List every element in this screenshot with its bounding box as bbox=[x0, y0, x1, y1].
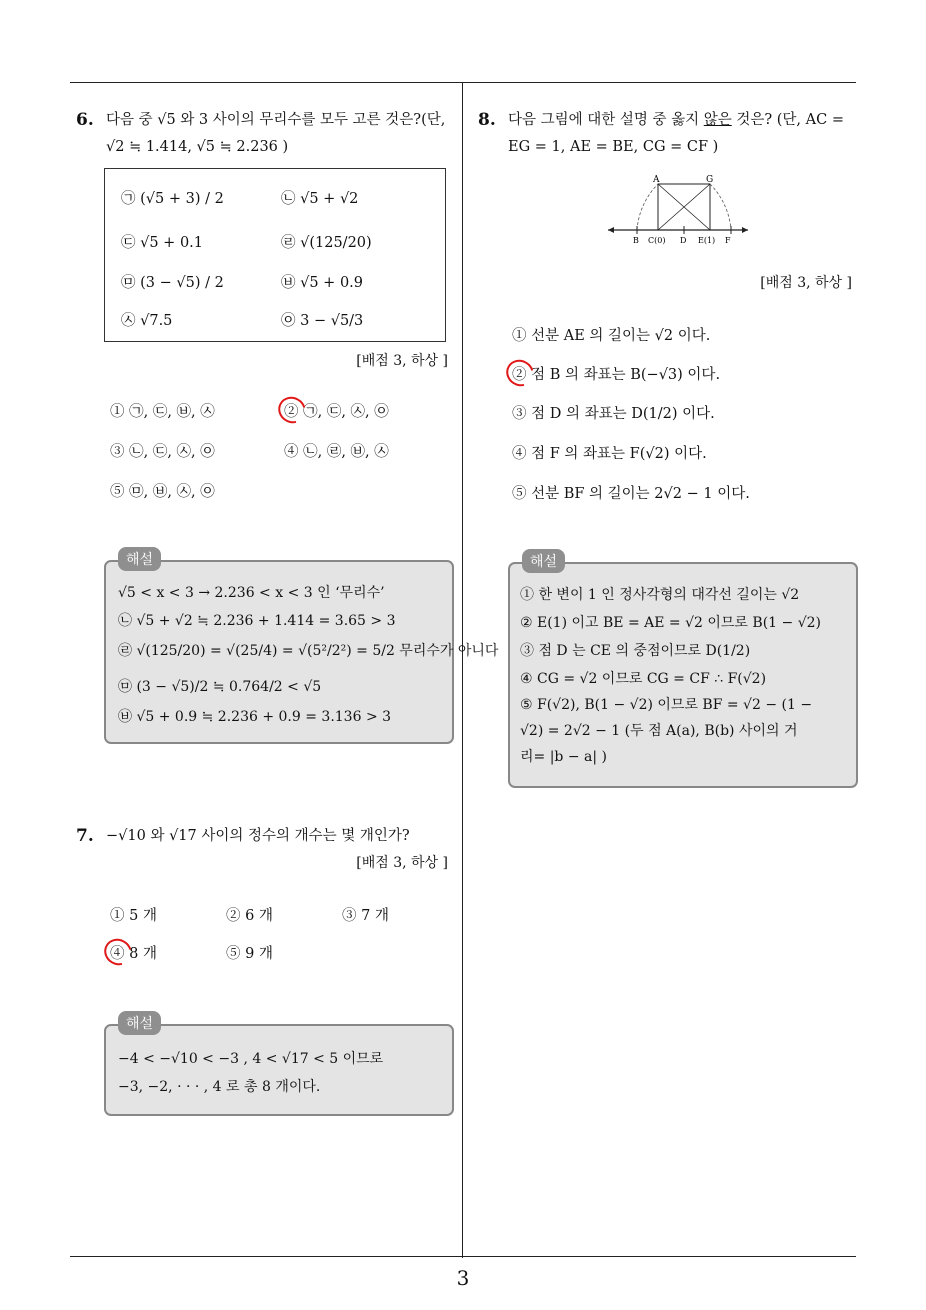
q7-exp-line: −3, −2, · · · , 4 로 총 8 개이다. bbox=[118, 1079, 321, 1095]
q7-number: 7. bbox=[76, 826, 94, 846]
q6-choice-5[interactable]: ⑤ ㉤, ㉥, ㉦, ㉧ bbox=[110, 484, 215, 500]
q7-text: −√10 와 √17 사이의 정수의 개수는 몇 개인가? bbox=[106, 828, 410, 844]
q8-exp-line: ② E(1) 이고 BE = AE = √2 이므로 B(1 − √2) bbox=[520, 615, 821, 631]
q6-explanation-tag: 해설 bbox=[118, 547, 161, 571]
label-f: F bbox=[725, 236, 731, 245]
q8-exp-line: √2) = 2√2 − 1 (두 점 A(a), B(b) 사이의 거 bbox=[520, 723, 798, 739]
q6-item-box bbox=[104, 168, 446, 342]
answer-mark-icon bbox=[99, 934, 136, 971]
q6-meta: [배점 3, 하상 ] bbox=[356, 353, 448, 369]
q8-text-1u: 않은 bbox=[703, 112, 732, 128]
q7-choice-4[interactable]: ④ 8 개 bbox=[110, 946, 157, 962]
q7-choice-3[interactable]: ③ 7 개 bbox=[342, 908, 389, 924]
q6-item: ㉢ √5 + 0.1 bbox=[121, 235, 204, 251]
q6-item: ㉡ √5 + √2 bbox=[281, 191, 359, 207]
answer-mark-icon bbox=[273, 392, 310, 429]
q6-exp-line: ㉣ √(125/20) = √(25/4) = √(5²/2²) = 5/2 무리수가 아니다 bbox=[118, 643, 499, 659]
label-e: E(1) bbox=[698, 236, 716, 245]
q6-item: ㉠ (√5 + 3) / 2 bbox=[121, 191, 224, 207]
q6-choice-3[interactable]: ③ ㉡, ㉢, ㉦, ㉧ bbox=[110, 444, 215, 460]
q8-text-line1 bbox=[508, 106, 844, 134]
q8-figure bbox=[600, 170, 760, 250]
q6-text-line2: √2 ≒ 1.414, √5 ≒ 2.236 ) bbox=[106, 139, 289, 155]
q8-text-line2: EG = 1, AE = BE, CG = CF ) bbox=[508, 139, 719, 155]
q8-text-1a: 다음 그림에 대한 설명 중 옳지 bbox=[508, 112, 704, 128]
page-number: 3 bbox=[456, 1266, 470, 1290]
q7-choice-1[interactable]: ① 5 개 bbox=[110, 908, 157, 924]
q8-choice-5[interactable]: ⑤ 선분 BF 의 길이는 2√2 − 1 이다. bbox=[512, 486, 750, 502]
q7-meta: [배점 3, 하상 ] bbox=[356, 855, 448, 871]
q8-meta: [배점 3, 하상 ] bbox=[760, 275, 852, 291]
q6-explanation-box bbox=[104, 560, 499, 744]
q6-choice-2[interactable]: ② ㉠, ㉢, ㉦, ㉧ bbox=[284, 404, 389, 420]
q6-item: ㉣ √(125/20) bbox=[281, 235, 372, 251]
label-c: C(0) bbox=[648, 236, 666, 245]
q6-item: ㉥ √5 + 0.9 bbox=[281, 275, 364, 291]
q8-explanation-tag: 해설 bbox=[522, 549, 565, 573]
q8-exp-line: ⑤ F(√2), B(1 − √2) 이므로 BF = √2 − (1 − bbox=[520, 697, 813, 713]
label-d: D bbox=[680, 236, 687, 245]
q7-exp-line: −4 < −√10 < −3 , 4 < √17 < 5 이므로 bbox=[118, 1051, 384, 1067]
q8-choice-3[interactable]: ③ 점 D 의 좌표는 D(1/2) 이다. bbox=[512, 406, 715, 422]
q7-explanation-box bbox=[104, 1024, 454, 1116]
q6-item: ㉦ √7.5 bbox=[121, 313, 173, 329]
q8-number: 8. bbox=[478, 110, 496, 130]
q6-number: 6. bbox=[76, 110, 94, 130]
q8-exp-line: ① 한 변이 1 인 정사각형의 대각선 길이는 √2 bbox=[520, 587, 800, 603]
q6-choice-1[interactable]: ① ㉠, ㉢, ㉥, ㉦ bbox=[110, 404, 215, 420]
q7-explanation-tag: 해설 bbox=[118, 1011, 161, 1035]
top-rule bbox=[70, 82, 856, 83]
q6-item: ㉤ (3 − √5) / 2 bbox=[121, 275, 224, 291]
q8-choice-1[interactable]: ① 선분 AE 의 길이는 √2 이다. bbox=[512, 328, 711, 344]
q8-text-1b: 것은? (단, AC = bbox=[731, 112, 844, 128]
label-b: B bbox=[633, 236, 639, 245]
q8-exp-line: 리= |b − a| ) bbox=[520, 749, 607, 765]
q6-exp-line: ㉤ (3 − √5)/2 ≒ 0.764/2 < √5 bbox=[118, 679, 322, 695]
bottom-rule bbox=[70, 1256, 856, 1257]
q8-explanation-box bbox=[508, 562, 858, 788]
q8-exp-line: ③ 점 D 는 CE 의 중점이므로 D(1/2) bbox=[520, 643, 751, 659]
q6-item: ㉧ 3 − √5/3 bbox=[281, 313, 364, 329]
column-divider bbox=[462, 82, 463, 1258]
label-a: A bbox=[653, 175, 660, 185]
q7-choice-2[interactable]: ② 6 개 bbox=[226, 908, 273, 924]
q8-choice-4[interactable]: ④ 점 F 의 좌표는 F(√2) 이다. bbox=[512, 446, 707, 462]
answer-mark-icon bbox=[501, 355, 538, 392]
q6-choice-4[interactable]: ④ ㉡, ㉣, ㉥, ㉦ bbox=[284, 444, 389, 460]
q8-exp-line: ④ CG = √2 이므로 CG = CF ∴ F(√2) bbox=[520, 671, 767, 687]
q8-choice-2[interactable]: ② 점 B 의 좌표는 B(−√3) 이다. bbox=[512, 367, 721, 383]
q6-exp-line: ㉥ √5 + 0.9 ≒ 2.236 + 0.9 = 3.136 > 3 bbox=[118, 709, 392, 725]
q7-choice-5[interactable]: ⑤ 9 개 bbox=[226, 946, 273, 962]
q6-exp-line: ㉡ √5 + √2 ≒ 2.236 + 1.414 = 3.65 > 3 bbox=[118, 613, 396, 629]
q6-exp-line: √5 < x < 3 → 2.236 < x < 3 인 ‘무리수’ bbox=[118, 585, 385, 601]
q6-text-line1: 다음 중 √5 와 3 사이의 무리수를 모두 고른 것은?(단, bbox=[106, 112, 446, 128]
label-g: G bbox=[706, 175, 714, 185]
